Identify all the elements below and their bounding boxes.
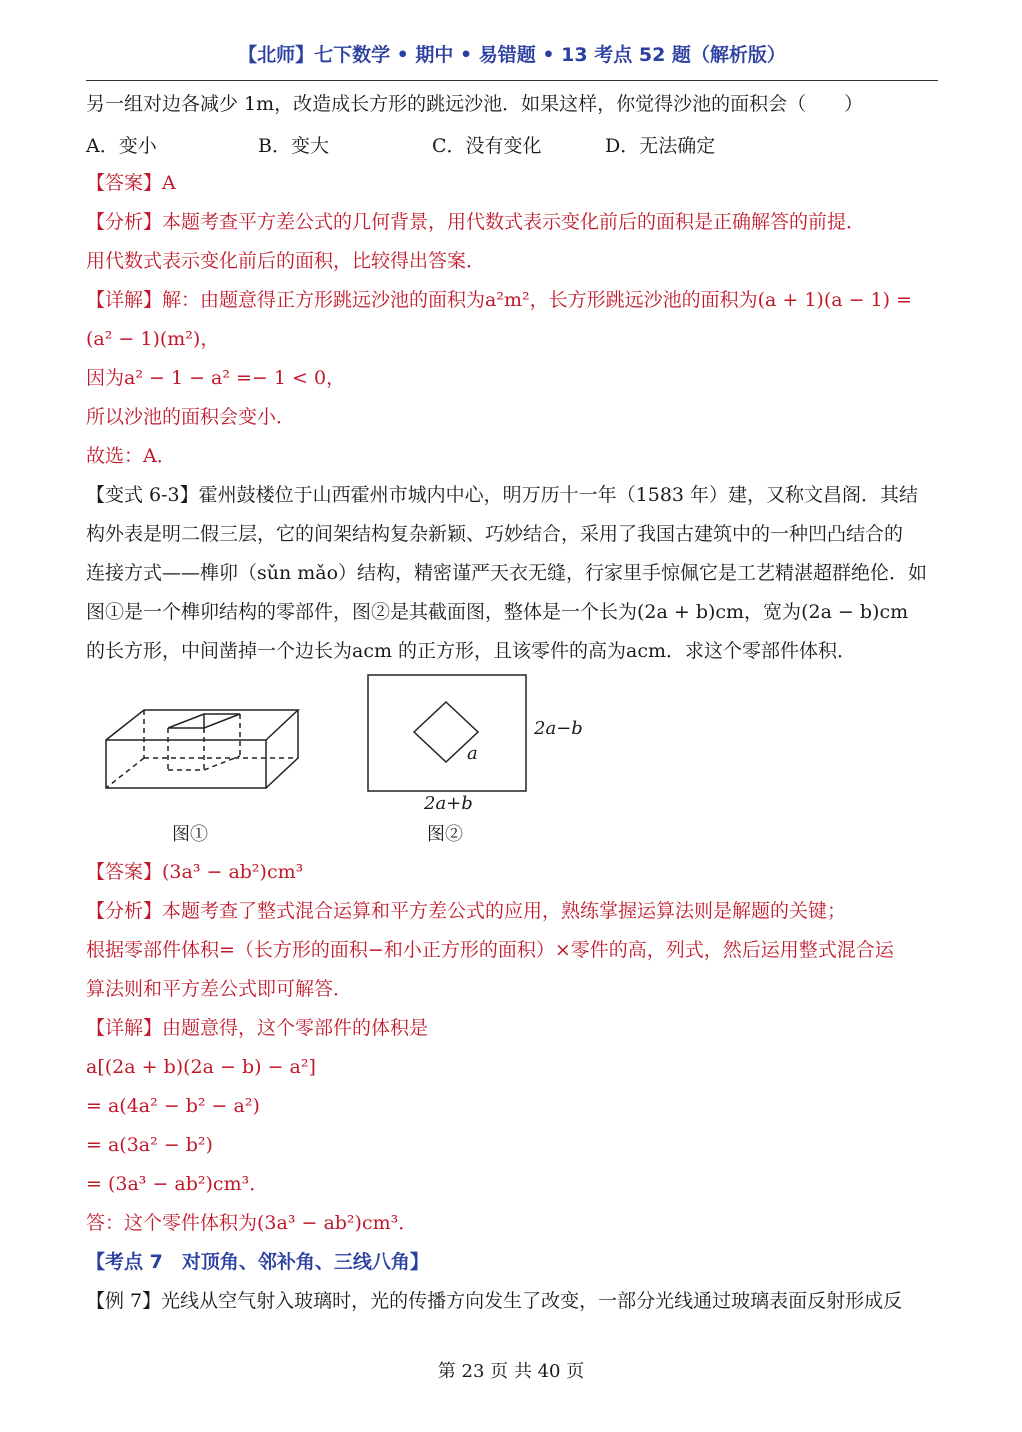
analysis-line: 【分析】本题考查了整式混合运算和平方差公式的应用，熟练掌握运算法则是解题的关键；: [86, 900, 847, 922]
variant-stem-line: 构外表是明二假三层，它的间架结构复杂新颖、巧妙结合，采用了我国古建筑中的一种凹凸结合的: [86, 523, 904, 545]
detail-line: 因为a² − 1 − a² =− 1 < 0，: [86, 367, 346, 389]
detail-line: 【详解】解：由题意得正方形跳远沙池的面积为a²m²，长方形跳远沙池的面积为(a + 1)(a − 1) =: [86, 289, 913, 311]
question-stem-tail: 另一组对边各减少 1m，改造成长方形的跳远沙池．如果这样，你觉得沙池的面积会（ ）: [86, 93, 864, 115]
detail-line: 所以沙池的面积会变小．: [86, 406, 296, 428]
figure-1-drawing: [106, 710, 298, 788]
fig2-side-label: 2a−b: [534, 718, 583, 739]
analysis-line: 用代数式表示变化前后的面积，比较得出答案．: [86, 250, 486, 272]
figure-svg: [0, 660, 1022, 850]
option-c: C．没有变化: [432, 135, 542, 157]
variant-stem-line: 的长方形，中间凿掉一个边长为acm 的正方形，且该零件的高为acm．求这个零部件体积．: [86, 640, 857, 662]
detail-line: 故选：A．: [86, 445, 176, 467]
box-right-face: [266, 710, 298, 788]
section-title: 【考点 7 对顶角、邻补角、三线八角】: [86, 1251, 429, 1273]
header-rule: [86, 80, 938, 81]
option-b: B．变大: [258, 135, 329, 157]
fig2-caption: 图②: [427, 824, 463, 845]
example-line: 【例 7】光线从空气射入玻璃时，光的传播方向发生了改变，一部分光线通过玻璃表面反射形成反: [86, 1290, 903, 1312]
page-header: 【北师】七下数学 • 期中 • 易错题 • 13 考点 52 题（解析版）: [238, 44, 786, 66]
figure-area: [0, 660, 1022, 850]
cross-section-rect: [368, 675, 526, 791]
variant-stem-line: 图①是一个榫卯结构的零部件，图②是其截面图，整体是一个长为(2a + b)cm，宽为(2a − b)cm: [86, 601, 909, 623]
option-d: D．无法确定: [605, 135, 716, 157]
fig1-caption: 图①: [172, 824, 208, 845]
answer-line: 【答案】(3a³ − ab²)cm³: [86, 861, 304, 883]
option-a: A．变小: [86, 135, 157, 157]
detail-line: = (3a³ − ab²)cm³．: [86, 1173, 269, 1195]
detail-line: = a(4a² − b² − a²): [86, 1095, 260, 1117]
detail-line: 【详解】由题意得，这个零部件的体积是: [86, 1017, 429, 1039]
fig2-bottom-label: 2a+b: [424, 793, 473, 814]
variant-stem-line: 【变式 6-3】霍州鼓楼位于山西霍州市城内中心，明万历十一年（1583 年）建，又称文昌阁．其结: [86, 484, 919, 506]
analysis-line: 根据零部件体积=（长方形的面积−和小正方形的面积）×零件的高，列式，然后运用整式混合运: [86, 939, 894, 961]
detail-line: 答：这个零件体积为(3a³ − ab²)cm³．: [86, 1212, 418, 1234]
figure-2-drawing: [368, 675, 526, 791]
detail-line: = a(3a² − b²): [86, 1134, 213, 1156]
detail-line: (a² − 1)(m²)，: [86, 328, 220, 350]
analysis-line: 【分析】本题考查平方差公式的几何背景，用代数式表示变化前后的面积是正确解答的前提．: [86, 211, 866, 233]
analysis-line: 算法则和平方差公式即可解答．: [86, 978, 353, 1000]
fig2-inner-label: a: [467, 743, 478, 764]
detail-line: a[(2a + b)(2a − b) − a²]: [86, 1056, 316, 1078]
variant-stem-line: 连接方式——榫卯（sǔn mǎo）结构，精密谨严天衣无缝，行家里手惊佩它是工艺精湛超群绝伦．如: [86, 562, 928, 584]
answer-line: 【答案】A: [86, 172, 176, 194]
page-footer: 第 23 页 共 40 页: [437, 1361, 585, 1382]
box-front-face: [106, 740, 266, 788]
